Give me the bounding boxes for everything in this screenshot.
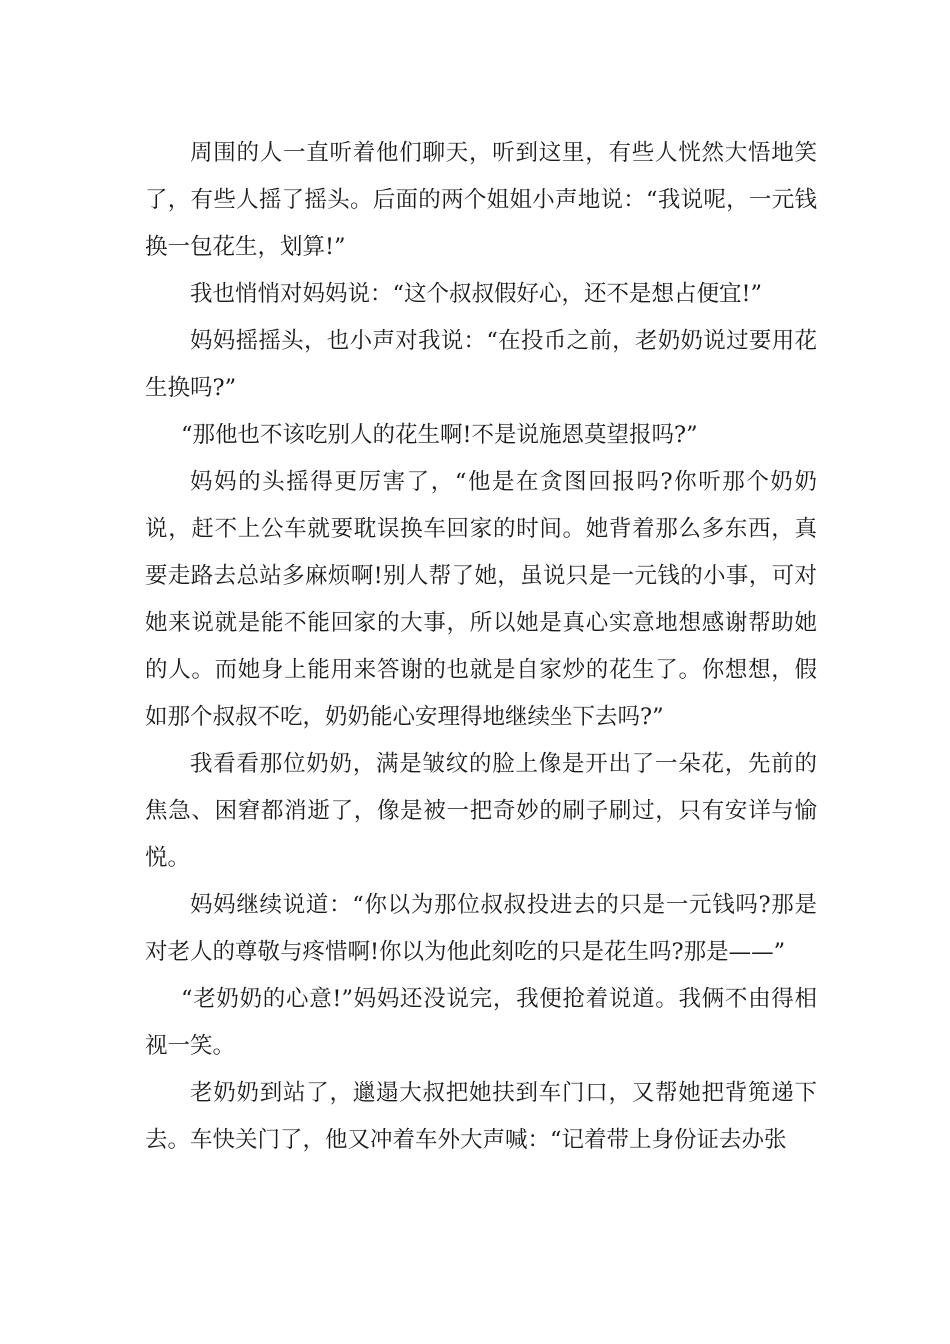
paragraph: 老奶奶到站了，邋遢大叔把她扶到车门口，又帮她把背篼递下去。车快关门了，他又冲着车外大声喊：“记着带上身份证去办张 (145, 1080, 817, 1153)
document-body (145, 130, 817, 1164)
paragraph: 周围的人一直听着他们聊天，听到这里，有些人恍然大悟地笑了，有些人摇了摇头。后面的两个姐姐小声地说：“我说呢，一元钱换一包花生，划算!” (145, 140, 817, 260)
paragraph: 妈妈继续说道：“你以为那位叔叔投进去的只是一元钱吗?那是对老人的尊敬与疼惜啊!你以为他此刻吃的只是花生吗?那是——” (145, 892, 817, 965)
paragraph: 我也悄悄对妈妈说：“这个叔叔假好心，还不是想占便宜!” (190, 281, 763, 307)
paragraph: 妈妈摇摇头，也小声对我说：“在投币之前，老奶奶说过要用花生换吗?” (145, 328, 817, 401)
paragraph: “那他也不该吃别人的花生啊!不是说施恩莫望报吗?” (181, 422, 698, 448)
paragraph: 妈妈的头摇得更厉害了，“他是在贪图回报吗?你听那个奶奶说，赶不上公车就要耽误换车回家的时间。她背着那么多东西，真要走路去总站多麻烦啊!别人帮了她，虽说只是一元钱的小事，可对她来说就是能不能回家的大事，所以她是真心实意地想感谢帮助她的人。而她身上能用来答谢的也就是自家炒的花生了。你想想，假如那个叔叔不吃，奶奶能心安理得地继续坐下去吗?” (145, 469, 817, 730)
paragraph: “老奶奶的心意!”妈妈还没说完，我便抢着说道。我俩不由得相视一笑。 (145, 986, 817, 1059)
paragraph: 我看看那位奶奶，满是皱纹的脸上像是开出了一朵花，先前的焦急、困窘都消逝了，像是被一把奇妙的刷子刷过，只有安详与愉悦。 (145, 751, 817, 871)
